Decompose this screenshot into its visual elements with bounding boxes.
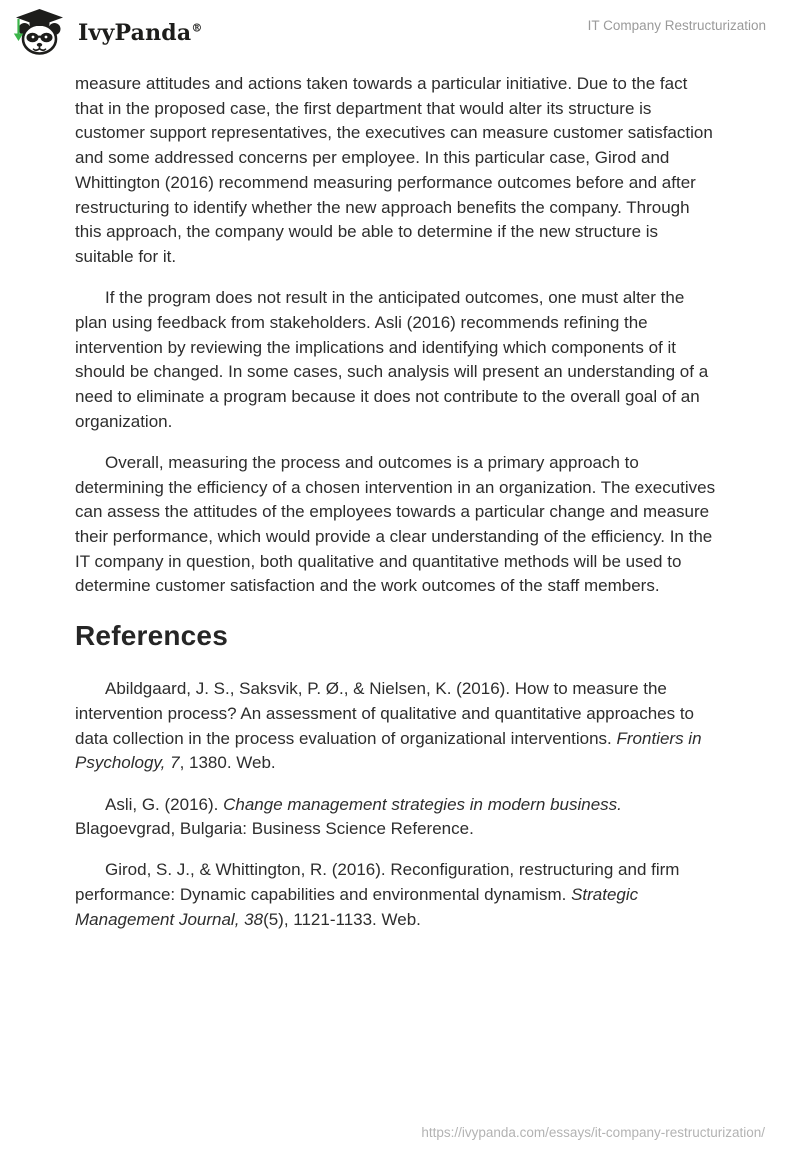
reference-italic-text: Strategic Management Journal, 38 (75, 885, 639, 929)
references-list (75, 677, 719, 932)
essay-content (75, 72, 719, 933)
essay-paragraph: measure attitudes and actions taken towards a particular initiative. Due to the fact that in the proposed case, the first department that would alter its structure is customer support representatives, the executives can measure customer satisfaction and some addressed concerns per employee. In this particular case, Girod and Whittington (2016) recommend measuring performance outcomes before and after restructuring to identify whether the new approach benefits the company. Through this approach, the company would be able to determine if the new structure is suitable for it. (75, 74, 713, 266)
reference-entry (75, 793, 719, 842)
reference-text: (5), 1121-1133. Web. (263, 909, 421, 929)
reference-entry (75, 858, 719, 932)
source-url[interactable]: https://ivypanda.com/essays/it-company-restructurization/ (421, 1125, 765, 1140)
reference-text: Blagoevgrad, Bulgaria: Business Science Reference. (75, 819, 474, 839)
essay-paragraph: If the program does not result in the anticipated outcomes, one must alter the plan using feedback from stakeholders. Asli (2016) recommends refining the intervention by reviewing the implications and identifying which components of it should be changed. In some cases, such analysis will present an understanding of a need to eliminate a program because it does not contribute to the overall goal of an organization. (75, 288, 709, 431)
reference-italic-text: Change management strategies in modern business. (223, 794, 622, 814)
references-heading: References (75, 620, 228, 652)
page-header (0, 0, 800, 58)
brand-name-text: IvyPanda (78, 20, 192, 46)
brand-name (78, 20, 203, 46)
brand[interactable] (12, 8, 203, 58)
reference-text: Abildgaard, J. S., Saksvik, P. Ø., & Nielsen, K. (2016). How to measure the intervention process? An assessment of qualitative and quantitative approaches to data collection in the process evaluation of organizational interventions. (75, 679, 694, 748)
essay-paragraphs (75, 72, 719, 599)
registered-mark: ® (191, 21, 203, 35)
reference-italic-text: Frontiers in Psychology, 7 (75, 728, 702, 773)
reference-text: , 1380. Web. (179, 753, 276, 773)
document-title: IT Company Restructurization (587, 18, 766, 33)
page-footer (421, 1125, 765, 1140)
reference-entry (75, 677, 719, 776)
essay-paragraph: Overall, measuring the process and outcomes is a primary approach to determining the efficiency of a chosen intervention in an organization. The executives can assess the attitudes of the employees towards a particular change and measure their performance, which would provide a clear understanding of the efficiency. In the IT company in question, both qualitative and quantitative methods will be used to determine customer satisfaction and the work outcomes of the staff members. (75, 452, 716, 596)
ivypanda-logo-icon (12, 8, 64, 58)
reference-text: Girod, S. J., & Whittington, R. (2016). Reconfiguration, restructuring and firm performance: Dynamic capabilities and environmental dynamism. (75, 860, 680, 905)
reference-text: Asli, G. (2016). (105, 794, 224, 814)
